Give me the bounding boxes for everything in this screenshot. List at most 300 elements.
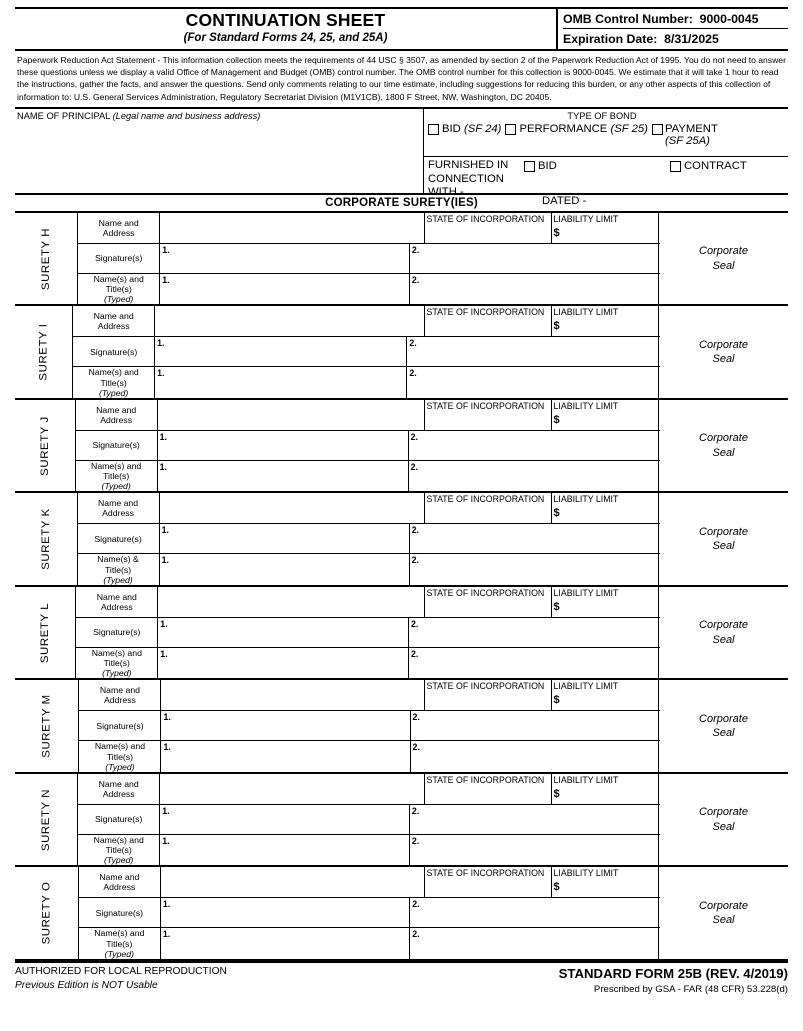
- row-label-signatures: [79, 898, 161, 927]
- corporate-seal-line2: Seal: [712, 727, 735, 740]
- liability-limit-header: LIABILITY LIMIT: [553, 868, 619, 879]
- row-label-name-address: [78, 493, 160, 523]
- corporate-seal-line2: Seal: [712, 446, 735, 459]
- state-of-incorporation-header: STATE OF INCORPORATION: [426, 400, 545, 411]
- furnished-bid-label: BID: [538, 159, 557, 172]
- surety-block: [15, 774, 788, 868]
- liability-limit-header: LIABILITY LIMIT: [553, 307, 619, 318]
- field-signature-2[interactable]: [410, 244, 660, 273]
- row-label-name-address: [73, 306, 155, 336]
- bond-type-options: [428, 123, 788, 148]
- field-state-of-incorporation[interactable]: [425, 213, 552, 243]
- row-label-name-address: [76, 400, 158, 430]
- row-label-names-line3: (Typed): [105, 761, 135, 772]
- field-signature-1[interactable]: [160, 244, 410, 273]
- surety-row-name-address: [78, 774, 659, 805]
- field-liability-limit[interactable]: [552, 493, 660, 523]
- row-label-names-titles-typed: [78, 554, 160, 585]
- row-label-names-titles-typed: [73, 367, 155, 398]
- field-typed-name-1[interactable]: [160, 835, 410, 866]
- field-typed-name-1[interactable]: [161, 741, 410, 772]
- row-label-names-line3: (Typed): [104, 855, 134, 866]
- row-label-signatures: [76, 618, 158, 647]
- field-name-and-address[interactable]: [158, 400, 425, 430]
- field-typed-name-1[interactable]: [161, 928, 410, 959]
- surety-row-name-address: [78, 213, 659, 244]
- surety-tag: [15, 774, 78, 866]
- surety-tag: [15, 680, 79, 772]
- checkbox-bid-sf24[interactable]: [428, 124, 439, 135]
- sureties-container: [15, 213, 788, 961]
- field-name-and-address[interactable]: [155, 306, 424, 336]
- corporate-seal-line2: Seal: [712, 633, 735, 646]
- typed-name-2-number: 2.: [411, 555, 419, 566]
- row-label-line1: Name and: [96, 404, 137, 415]
- typed-name-1-number: 1.: [162, 929, 171, 940]
- field-state-of-incorporation[interactable]: [425, 493, 552, 523]
- field-signature-1[interactable]: [160, 805, 410, 834]
- corporate-seal-line2: Seal: [712, 259, 735, 272]
- corporate-seal-line1: Corporate: [699, 525, 748, 538]
- type-of-bond-block: [424, 109, 788, 207]
- form-page: [0, 7, 803, 1031]
- omb-control-number: OMB Control Number: 9000-0045: [563, 9, 788, 29]
- row-label-signatures: [76, 431, 158, 460]
- liability-limit-header: LIABILITY LIMIT: [553, 213, 619, 224]
- signature-2-number: 2.: [411, 525, 419, 536]
- field-signature-2[interactable]: [409, 431, 660, 460]
- field-state-of-incorporation[interactable]: [425, 306, 552, 336]
- row-label-names-titles-typed: [79, 928, 161, 959]
- surety-row-signatures: [76, 431, 660, 461]
- row-label-names-line3: (Typed): [102, 668, 132, 679]
- state-of-incorporation-header: STATE OF INCORPORATION: [426, 774, 545, 785]
- field-name-and-address[interactable]: [160, 493, 425, 523]
- principal-label-italic: (Legal name and business address): [112, 110, 261, 121]
- surety-inner: [79, 680, 788, 772]
- form-footer: [15, 961, 788, 997]
- field-signature-1[interactable]: [155, 337, 407, 366]
- row-label-names-line2: Title(s): [104, 564, 132, 575]
- row-label-names-titles-typed: [76, 648, 158, 679]
- field-liability-limit[interactable]: [552, 680, 660, 710]
- form-title-block: [15, 9, 558, 49]
- corporate-seal-line1: Corporate: [699, 899, 748, 912]
- corporate-seal-line1: Corporate: [699, 338, 748, 351]
- standard-form-number: STANDARD FORM 25B (REV. 4/2019): [558, 965, 788, 981]
- surety-block: [15, 306, 788, 400]
- corporate-seal-area[interactable]: [658, 587, 788, 679]
- row-label-names-line1: Name(s) and: [91, 460, 142, 471]
- field-liability-limit[interactable]: [552, 306, 660, 336]
- row-label-signatures-text: Signature(s): [96, 720, 144, 731]
- bid-label-italic: (SF 24): [463, 122, 502, 135]
- typed-name-2-number: 2.: [409, 368, 417, 379]
- checkbox-payment-sf25a[interactable]: [652, 124, 663, 135]
- corporate-seal-line1: Corporate: [699, 245, 748, 258]
- bond-option-bid-label: [442, 123, 501, 136]
- row-label-names-line3: (Typed): [101, 481, 131, 492]
- surety-inner: [73, 306, 788, 398]
- signature-2-number: 2.: [412, 712, 420, 723]
- typed-name-2-number: 2.: [412, 742, 420, 753]
- signature-2-number: 2.: [410, 431, 418, 442]
- row-label-signatures: [73, 337, 155, 366]
- surety-rows: [76, 400, 660, 492]
- field-signature-2[interactable]: [410, 805, 660, 834]
- surety-row-signatures: [76, 618, 659, 648]
- page-title: CONTINUATION SHEET: [185, 10, 386, 31]
- field-signature-1[interactable]: [160, 524, 410, 553]
- field-typed-name-1[interactable]: [158, 461, 409, 492]
- surety-block: [15, 400, 788, 494]
- name-of-principal-field[interactable]: [15, 109, 424, 193]
- typed-name-2-number: 2.: [410, 648, 419, 659]
- footer-left: [15, 965, 227, 997]
- performance-label-italic: (SF 25): [610, 122, 648, 135]
- dollar-sign: $: [553, 694, 560, 707]
- corporate-seal-area[interactable]: [658, 774, 788, 866]
- row-label-names-line2: Title(s): [103, 658, 130, 669]
- principal-label-text: NAME OF PRINCIPAL: [17, 110, 113, 121]
- surety-block: [15, 680, 788, 774]
- row-label-signatures: [78, 244, 160, 273]
- typed-name-2-number: 2.: [410, 461, 418, 472]
- field-name-and-address[interactable]: [161, 680, 424, 710]
- surety-tag: [15, 306, 73, 398]
- surety-row-signatures: [79, 898, 660, 928]
- surety-row-typed-names: [76, 648, 659, 679]
- surety-row-typed-names: [78, 835, 659, 866]
- field-liability-limit[interactable]: [552, 213, 660, 243]
- row-label-signatures-text: Signature(s): [95, 907, 143, 918]
- row-label-name-address: [78, 213, 160, 243]
- typed-name-1-number: 1.: [162, 835, 170, 846]
- row-label-line1: Name and: [96, 591, 137, 602]
- field-signature-2[interactable]: [409, 618, 660, 647]
- surety-row-typed-names: [78, 554, 660, 585]
- field-typed-name-2[interactable]: [410, 928, 659, 959]
- surety-tag: [15, 400, 76, 492]
- dollar-sign: $: [553, 600, 560, 613]
- surety-row-name-address: [79, 680, 659, 711]
- corporate-seal-area[interactable]: [658, 680, 788, 772]
- surety-tag-label: SURETY O: [40, 881, 53, 945]
- typed-name-1-number: 1.: [162, 274, 170, 285]
- typed-name-1-number: 1.: [157, 368, 165, 379]
- surety-block: [15, 213, 788, 307]
- furnished-in-connection-label: FURNISHED IN CONNECTION WITH -: [428, 158, 509, 199]
- surety-row-signatures: [73, 337, 659, 367]
- row-label-signatures-text: Signature(s): [93, 627, 141, 638]
- signature-1-number: 1.: [157, 338, 165, 349]
- dollar-sign: $: [553, 226, 560, 239]
- field-liability-limit[interactable]: [552, 587, 660, 617]
- row-label-name-address: [79, 867, 161, 897]
- payment-label-italic: (SF 25A): [664, 135, 710, 148]
- row-label-names-titles-typed: [78, 835, 160, 866]
- row-label-names-line3: (Typed): [98, 387, 129, 398]
- form-subtitle: (For Standard Forms 24, 25, and 25A): [183, 31, 388, 44]
- dollar-sign: $: [553, 413, 560, 426]
- row-label-names-titles-typed: [78, 274, 160, 305]
- signature-1-number: 1.: [162, 899, 171, 910]
- row-label-names-line1: Name(s) and: [93, 834, 144, 845]
- signature-2-number: 2.: [411, 805, 420, 816]
- checkbox-furnished-contract[interactable]: [670, 161, 681, 172]
- corporate-seal-line2: Seal: [712, 540, 735, 553]
- liability-limit-header: LIABILITY LIMIT: [553, 494, 619, 505]
- checkbox-performance-sf25[interactable]: [505, 124, 516, 135]
- field-typed-name-1[interactable]: [160, 554, 410, 585]
- surety-tag-label: SURETY I: [37, 323, 50, 381]
- row-label-signatures-text: Signature(s): [92, 440, 140, 451]
- field-name-and-address[interactable]: [160, 774, 424, 804]
- typed-name-1-number: 1.: [163, 742, 171, 753]
- field-state-of-incorporation[interactable]: [425, 867, 552, 897]
- surety-row-signatures: [79, 711, 659, 741]
- dollar-sign: $: [553, 320, 560, 333]
- row-label-names-line2: Title(s): [103, 471, 130, 482]
- authorized-for-local-reproduction: AUTHORIZED FOR LOCAL REPRODUCTION: [15, 965, 227, 977]
- row-label-names-line2: Title(s): [106, 751, 134, 762]
- field-name-and-address[interactable]: [161, 867, 425, 897]
- corporate-seal-line1: Corporate: [699, 432, 748, 445]
- row-label-names-line1: Name(s) and: [88, 367, 139, 378]
- dollar-sign: $: [553, 881, 560, 894]
- surety-rows: [79, 867, 660, 959]
- row-label-line2: Address: [103, 882, 136, 893]
- row-label-signatures-text: Signature(s): [95, 814, 143, 825]
- typed-name-1-number: 1.: [159, 461, 167, 472]
- state-of-incorporation-header: STATE OF INCORPORATION: [426, 307, 545, 318]
- field-typed-name-2[interactable]: [410, 554, 660, 585]
- typed-name-2-number: 2.: [411, 274, 420, 285]
- surety-rows: [78, 493, 660, 585]
- surety-row-name-address: [79, 867, 660, 898]
- field-state-of-incorporation[interactable]: [425, 400, 552, 430]
- liability-limit-header: LIABILITY LIMIT: [553, 681, 619, 692]
- surety-tag-label: SURETY L: [39, 602, 52, 663]
- field-typed-name-2[interactable]: [407, 367, 659, 398]
- signature-1-number: 1.: [159, 431, 167, 442]
- typed-name-1-number: 1.: [161, 555, 169, 566]
- bid-label-text: BID: [442, 122, 464, 135]
- row-label-names-titles-typed: [76, 461, 158, 492]
- surety-tag: [15, 867, 79, 959]
- liability-limit-header: LIABILITY LIMIT: [553, 774, 619, 785]
- surety-row-name-address: [78, 493, 660, 524]
- surety-row-typed-names: [73, 367, 659, 398]
- previous-edition-notice: Previous Edition is NOT Usable: [15, 979, 158, 991]
- row-label-names-line3: (Typed): [104, 294, 134, 305]
- surety-block: [15, 587, 788, 681]
- furnished-contract-label: CONTRACT: [684, 159, 747, 172]
- field-typed-name-2[interactable]: [411, 741, 660, 772]
- row-label-line1: Name and: [98, 498, 139, 509]
- field-signature-1[interactable]: [161, 711, 410, 740]
- footer-right: [559, 965, 788, 997]
- row-label-names-titles-typed: [79, 741, 161, 772]
- field-signature-1[interactable]: [161, 898, 410, 927]
- surety-row-signatures: [78, 805, 659, 835]
- row-label-names-line1: Name(s) and: [91, 647, 142, 658]
- field-state-of-incorporation[interactable]: [425, 774, 552, 804]
- surety-row-typed-names: [78, 274, 659, 305]
- row-label-names-line2: Title(s): [105, 845, 132, 856]
- signature-2-number: 2.: [410, 618, 419, 629]
- signature-1-number: 1.: [163, 712, 171, 723]
- surety-tag: [15, 493, 78, 585]
- corporate-seal-area[interactable]: [658, 306, 788, 398]
- field-typed-name-2[interactable]: [409, 648, 660, 679]
- surety-rows: [78, 774, 659, 866]
- corporate-seal-area[interactable]: [658, 493, 788, 585]
- row-label-names-line3: (Typed): [104, 948, 134, 959]
- surety-row-name-address: [76, 587, 659, 618]
- corporate-seal-area[interactable]: [658, 867, 788, 959]
- prescribed-by-line: Prescribed by GSA - FAR (48 CFR) 53.228(d): [593, 983, 788, 995]
- paperwork-reduction-act-statement: Paperwork Reduction Act Statement - This information collection meets the requirements of 44 USC § 3507, as amended by section 2 of the Paperwork Reduction Act of 1995. You do not need to answer these questions unless we display a valid Office of Management and Budget (OMB) control number. The OMB control number for this collection is 9000-0045. We estimate that it will take 1 hour to read the instructions, gather the facts, and answer the questions. Send only comments relating to our time estimate, including suggestions for reducing this burden, or any other aspects of this collection of information to: U.S. General Services Administration, Regulatory Secretariat Division (M1V1CB), 1800 F Street, NW, Washington, DC 20405.: [15, 51, 788, 109]
- row-label-signatures: [78, 524, 160, 553]
- row-label-line2: Address: [102, 227, 135, 238]
- state-of-incorporation-header: STATE OF INCORPORATION: [426, 681, 545, 692]
- row-label-names-line2: Title(s): [106, 938, 133, 949]
- signature-2-number: 2.: [411, 244, 420, 255]
- furnished-bid-option: [524, 160, 561, 173]
- surety-block: [15, 867, 788, 961]
- surety-block: [15, 493, 788, 587]
- corporate-seal-line1: Corporate: [699, 619, 748, 632]
- row-label-line2: Address: [100, 414, 133, 425]
- corporate-seal-area[interactable]: [658, 400, 788, 492]
- field-typed-name-2[interactable]: [410, 835, 660, 866]
- corporate-sureties-banner: CORPORATE SURETY(IES): [15, 195, 788, 213]
- field-signature-2[interactable]: [410, 898, 659, 927]
- row-label-line1: Name and: [98, 217, 139, 228]
- field-liability-limit[interactable]: [552, 400, 660, 430]
- surety-row-name-address: [73, 306, 659, 337]
- signature-1-number: 1.: [161, 525, 169, 536]
- surety-row-signatures: [78, 244, 659, 274]
- surety-tag-label: SURETY J: [38, 415, 51, 476]
- row-label-name-address: [76, 587, 158, 617]
- surety-row-name-address: [76, 400, 660, 431]
- surety-row-signatures: [78, 524, 660, 554]
- row-label-line1: Name and: [98, 778, 139, 789]
- row-label-line1: Name and: [99, 685, 140, 696]
- surety-inner: [78, 774, 788, 866]
- field-name-and-address[interactable]: [160, 213, 424, 243]
- corporate-seal-line2: Seal: [712, 820, 735, 833]
- state-of-incorporation-header: STATE OF INCORPORATION: [426, 868, 545, 879]
- dollar-sign: $: [553, 507, 560, 520]
- typed-name-2-number: 2.: [411, 835, 420, 846]
- row-label-signatures-text: Signature(s): [95, 253, 143, 264]
- field-typed-name-1[interactable]: [155, 367, 407, 398]
- row-label-signatures-text: Signature(s): [89, 346, 138, 357]
- type-of-bond-top: [424, 109, 788, 157]
- field-signature-2[interactable]: [410, 524, 660, 553]
- row-label-names-line3: (Typed): [103, 574, 133, 585]
- field-typed-name-1[interactable]: [158, 648, 409, 679]
- field-liability-limit[interactable]: [552, 774, 660, 804]
- surety-row-typed-names: [79, 928, 660, 959]
- name-of-principal-label: [17, 111, 421, 121]
- furnished-in-connection-with-block: [424, 157, 788, 207]
- surety-inner: [79, 867, 788, 959]
- surety-inner: [76, 400, 788, 492]
- checkbox-furnished-bid[interactable]: [524, 161, 535, 172]
- surety-tag-label: SURETY N: [40, 788, 53, 851]
- field-typed-name-1[interactable]: [160, 274, 410, 305]
- corporate-seal-line2: Seal: [712, 914, 735, 927]
- field-typed-name-2[interactable]: [409, 461, 660, 492]
- row-label-names-line1: Name(s) and: [94, 928, 145, 939]
- corporate-seal-line1: Corporate: [699, 712, 748, 725]
- field-signature-1[interactable]: [158, 431, 409, 460]
- signature-1-number: 1.: [162, 244, 170, 255]
- row-label-names-line1: Name(s) and: [94, 741, 146, 752]
- typed-name-1-number: 1.: [160, 648, 168, 659]
- row-label-signatures: [79, 711, 161, 740]
- liability-limit-header: LIABILITY LIMIT: [553, 587, 619, 598]
- typed-name-2-number: 2.: [412, 929, 420, 940]
- row-label-line2: Address: [102, 788, 135, 799]
- row-label-line1: Name and: [93, 311, 134, 322]
- row-label-line2: Address: [100, 601, 133, 612]
- form-header: [15, 7, 788, 51]
- surety-tag-label: SURETY K: [39, 508, 52, 570]
- field-typed-name-2[interactable]: [410, 274, 660, 305]
- field-signature-1[interactable]: [158, 618, 409, 647]
- row-label-line2: Address: [104, 695, 136, 706]
- dated-label: DATED -: [542, 194, 587, 207]
- row-label-names-line1: Name(s) and: [93, 273, 144, 284]
- field-name-and-address[interactable]: [158, 587, 424, 617]
- surety-tag: [15, 587, 76, 679]
- corporate-seal-line1: Corporate: [699, 806, 748, 819]
- surety-rows: [76, 587, 659, 679]
- row-label-name-address: [79, 680, 161, 710]
- furnished-contract-option: [670, 160, 751, 173]
- field-liability-limit[interactable]: [552, 867, 660, 897]
- performance-label-text: PERFORMANCE: [519, 122, 611, 135]
- row-label-names-line2: Title(s): [105, 284, 132, 295]
- surety-inner: [78, 493, 788, 585]
- surety-inner: [76, 587, 788, 679]
- field-signature-2[interactable]: [407, 337, 659, 366]
- field-state-of-incorporation[interactable]: [425, 680, 552, 710]
- corporate-seal-line2: Seal: [712, 353, 735, 366]
- surety-rows: [73, 306, 659, 398]
- row-label-signatures: [78, 805, 160, 834]
- row-label-name-address: [78, 774, 160, 804]
- field-signature-2[interactable]: [411, 711, 660, 740]
- row-label-signatures-text: Signature(s): [94, 533, 142, 544]
- bond-option-performance-label: [519, 123, 647, 136]
- liability-limit-header: LIABILITY LIMIT: [553, 400, 619, 411]
- payment-label-text: PAYMENT: [664, 122, 718, 135]
- surety-tag-label: SURETY H: [40, 227, 53, 290]
- corporate-seal-area[interactable]: [658, 213, 788, 305]
- signature-1-number: 1.: [162, 805, 170, 816]
- surety-row-typed-names: [76, 461, 660, 492]
- row-label-line1: Name and: [99, 872, 140, 883]
- signature-2-number: 2.: [412, 899, 420, 910]
- row-label-names-line1: Name(s) &: [97, 554, 139, 565]
- field-state-of-incorporation[interactable]: [425, 587, 552, 617]
